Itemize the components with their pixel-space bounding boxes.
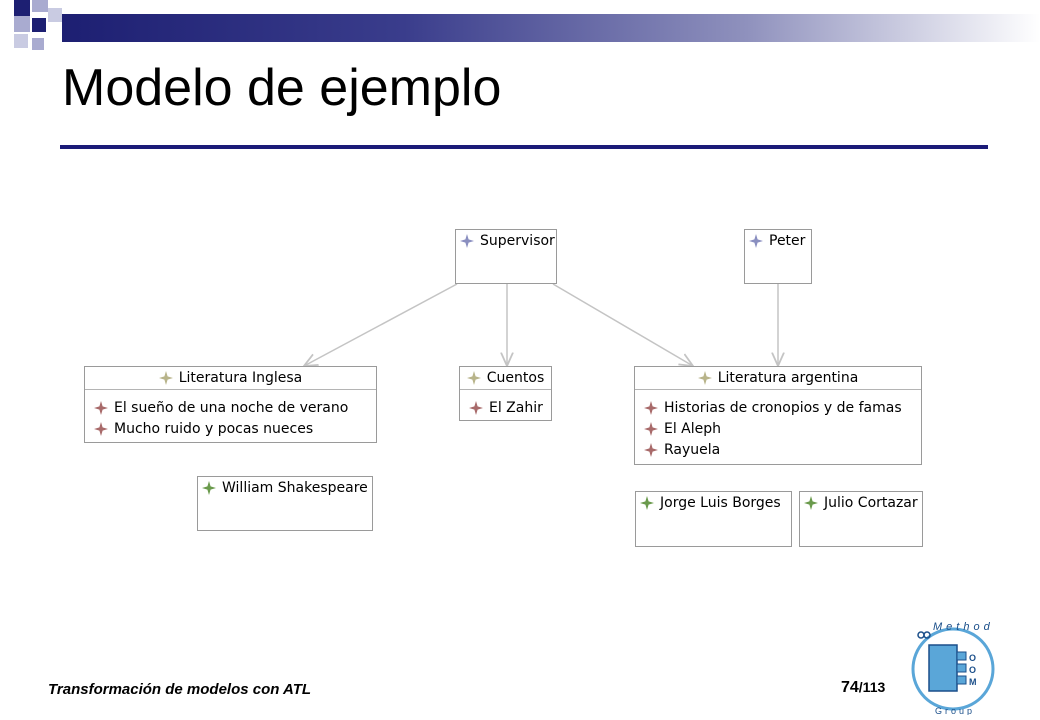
list-item[interactable]: [635, 397, 921, 418]
cortazar-node[interactable]: [799, 491, 923, 547]
oo-method-logo: [905, 615, 1005, 715]
shakespeare-label: William Shakespeare: [222, 480, 368, 496]
logo-word-bottom: Group: [935, 706, 976, 715]
cuentos-node[interactable]: [459, 366, 552, 421]
page-total: /113: [858, 679, 886, 695]
logo-letter: O: [969, 665, 977, 675]
list-item[interactable]: [635, 418, 921, 439]
page-title: Modelo de ejemplo: [62, 59, 502, 117]
footer-title: Transformación de modelos con ATL: [48, 681, 312, 698]
logo-letter: M: [969, 677, 977, 687]
borges-node[interactable]: [635, 491, 792, 547]
page-number: [841, 679, 885, 697]
person-icon: [749, 234, 763, 248]
book-icon: [94, 422, 108, 436]
book-label: El Zahir: [489, 399, 543, 416]
book-icon: [644, 401, 658, 415]
page-current: 74: [841, 679, 859, 696]
shakespeare-node[interactable]: [197, 476, 373, 531]
peter-node[interactable]: [744, 229, 812, 284]
lit-argentina-node[interactable]: [634, 366, 922, 465]
book-icon: [469, 401, 483, 415]
logo-word-letter: Method: [933, 621, 994, 633]
peter-label: Peter: [769, 233, 806, 249]
book-label: Mucho ruido y pocas nueces: [114, 420, 314, 437]
list-item[interactable]: [85, 397, 376, 418]
author-icon: [804, 496, 818, 510]
cuentos-label: Cuentos: [486, 370, 545, 386]
book-icon: [644, 443, 658, 457]
book-icon: [644, 422, 658, 436]
author-icon: [640, 496, 654, 510]
arrow-supervisor-argentina: [553, 284, 693, 366]
list-item[interactable]: [85, 418, 376, 439]
section-icon: [698, 371, 712, 385]
book-icon: [94, 401, 108, 415]
lit-argentina-label: Literatura argentina: [717, 370, 859, 386]
supervisor-node[interactable]: [455, 229, 557, 284]
book-label: Historias de cronopios y de famas: [664, 399, 902, 416]
list-item[interactable]: [460, 397, 551, 418]
section-icon: [159, 371, 173, 385]
book-label: El sueño de una noche de verano: [114, 399, 349, 416]
author-icon: [202, 481, 216, 495]
list-item[interactable]: [635, 439, 921, 460]
section-icon: [467, 371, 481, 385]
borges-label: Jorge Luis Borges: [660, 495, 781, 511]
arrow-supervisor-inglesa: [304, 284, 457, 366]
logo-letter: O: [969, 653, 977, 663]
person-icon: [460, 234, 474, 248]
book-label: El Aleph: [664, 420, 722, 437]
lit-inglesa-label: Literatura Inglesa: [178, 370, 303, 386]
lit-inglesa-node[interactable]: [84, 366, 377, 443]
book-label: Rayuela: [664, 441, 721, 458]
supervisor-label: Supervisor: [480, 233, 555, 249]
cortazar-label: Julio Cortazar: [824, 495, 918, 511]
